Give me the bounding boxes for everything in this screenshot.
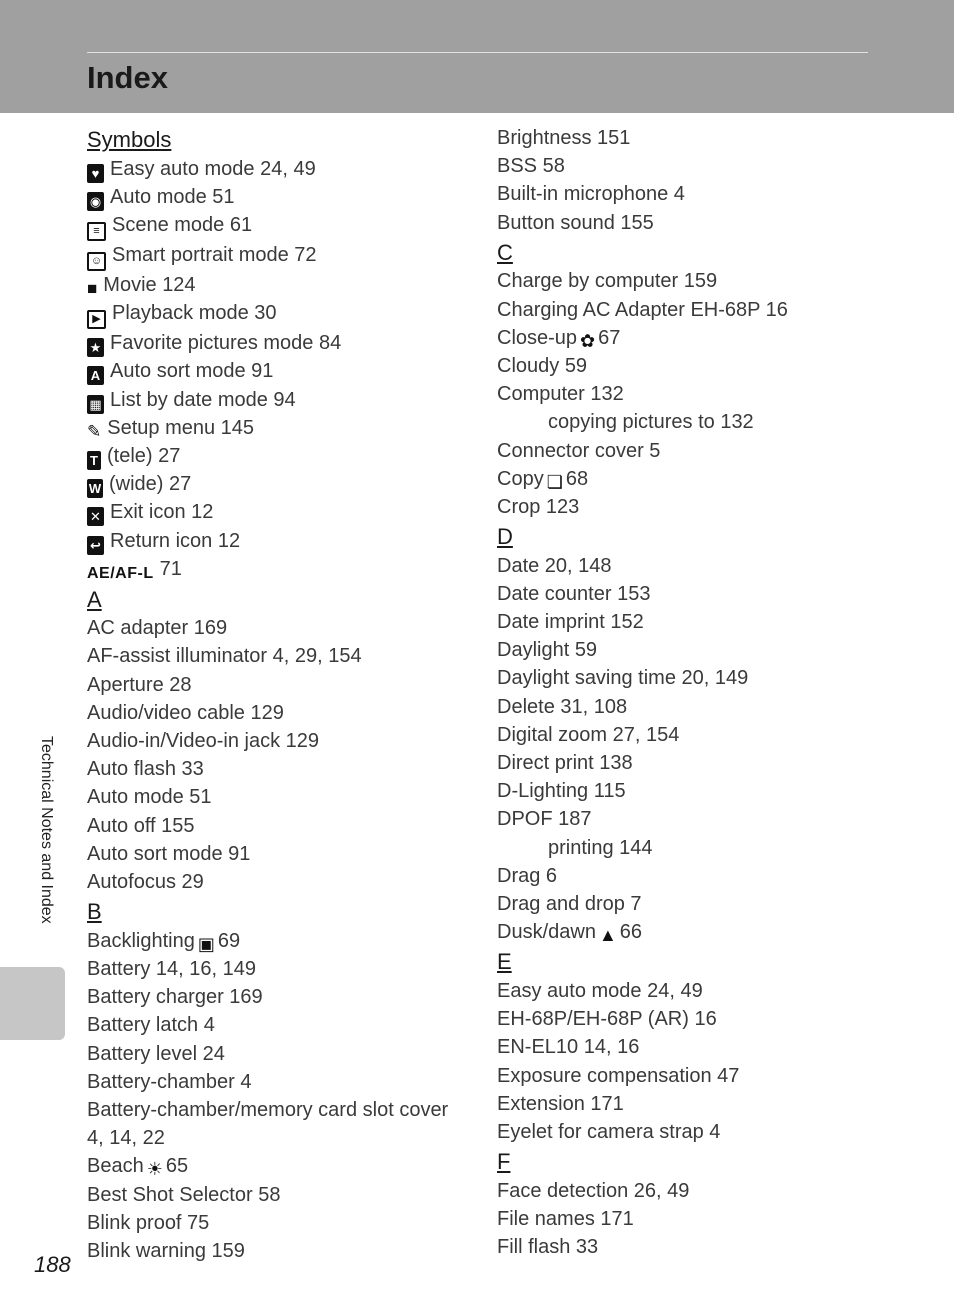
index-entry: ♥ Easy auto mode 24, 49: [87, 155, 472, 183]
index-entry-continuation: 4, 14, 22: [87, 1127, 165, 1150]
index-entry: Auto mode 51: [87, 786, 212, 809]
index-entry: AF-assist illuminator 4, 29, 154: [87, 645, 362, 668]
backlighting-icon: ▣: [197, 933, 215, 954]
index-entry: Battery-chamber 4: [87, 1070, 252, 1093]
index-entry: Best Shot Selector 58: [87, 1183, 281, 1206]
index-entry: Close-up ✿ 67: [497, 326, 621, 351]
section-heading-f: F: [497, 1149, 511, 1175]
index-entry: Beach ☀ 65: [87, 1155, 189, 1180]
index-entry: Battery-chamber/memory card slot cover: [87, 1098, 449, 1121]
scene-icon: ≡: [87, 222, 106, 241]
index-entry: Battery charger 169: [87, 986, 263, 1009]
index-entry: Aperture 28: [87, 673, 192, 696]
index-entry: ✎ Setup menu 145: [87, 416, 255, 441]
index-entry: Auto off 155: [87, 814, 195, 837]
index-entry: Battery latch 4: [87, 1014, 215, 1037]
index-entry: Exposure compensation 47: [497, 1064, 740, 1087]
index-entry: D-Lighting 115: [497, 780, 626, 803]
index-entry: Daylight saving time 20, 149: [497, 667, 749, 690]
movie-icon: ■: [87, 278, 98, 298]
page-number: 188: [34, 1252, 71, 1277]
index-entry: W (wide) 27: [88, 473, 192, 497]
ae-af-lock-icon: AE/AF-L: [87, 564, 154, 582]
index-entry: ◉ Auto mode 51: [87, 183, 472, 211]
index-entry: ✕ Exit icon 12: [87, 498, 472, 526]
exit-icon: ✕: [87, 507, 104, 526]
tele-icon: T: [87, 451, 101, 470]
index-entry: ☺ Smart portrait mode 72: [87, 241, 472, 271]
section-heading-c: C: [497, 239, 513, 265]
index-entry: Easy auto mode 24, 49: [497, 979, 703, 1002]
index-entry: Auto sort mode 91: [87, 842, 251, 865]
index-entry: A Auto sort mode 91: [87, 357, 472, 385]
index-entry: Drag 6: [497, 864, 558, 887]
index-entry: Face detection 26, 49: [497, 1179, 690, 1202]
index-entry: Auto flash 33: [87, 758, 204, 781]
index-entry: BSS 58: [497, 155, 565, 178]
index-entry: Fill flash 33: [497, 1236, 599, 1259]
playback-icon: ▶: [87, 310, 106, 329]
index-entry: Date 20, 148: [497, 554, 612, 577]
section-heading-a: A: [87, 586, 102, 612]
index-entry: Eyelet for camera strap 4: [497, 1121, 721, 1143]
wrench-icon: ✎: [87, 421, 102, 441]
index-entry: Date counter 153: [497, 582, 651, 605]
index-column-right: [497, 124, 907, 1261]
index-entry: ≡ Scene mode 61: [87, 211, 472, 241]
section-heading-b: B: [87, 899, 102, 925]
favorite-star-icon: ★: [87, 338, 104, 357]
index-entry: Charge by computer 159: [497, 270, 718, 293]
index-entry: Charging AC Adapter EH-68P 16: [497, 298, 788, 321]
index-entry: ■ Movie 124: [87, 273, 196, 298]
index-subentry: printing 144: [548, 836, 653, 859]
index-column-left: [87, 124, 472, 1265]
page-header: [0, 0, 954, 113]
index-subentry: copying pictures to 132: [548, 411, 754, 434]
index-entry: Battery level 24: [87, 1042, 225, 1065]
index-entry: Crop 123: [497, 495, 580, 518]
index-entry: Drag and drop 7: [497, 893, 642, 916]
index-entry: Audio-in/Video-in jack 129: [87, 730, 320, 753]
header-rule: [87, 52, 868, 53]
index-entry: Digital zoom 27, 154: [497, 723, 680, 746]
index-entry: Built-in microphone 4: [497, 183, 685, 206]
section-heading-symbols: Symbols: [87, 127, 172, 152]
side-section-label: Technical Notes and Index: [38, 736, 55, 924]
index-entry: Delete 31, 108: [497, 695, 628, 718]
index-entry: Blink warning 159: [87, 1240, 245, 1262]
index-entry: File names 171: [497, 1207, 634, 1230]
index-entry: ▶ Playback mode 30: [87, 299, 472, 329]
wide-icon: W: [88, 481, 102, 497]
return-icon: ↩: [87, 536, 104, 555]
section-heading-e: E: [497, 949, 512, 975]
index-entry: Daylight 59: [497, 639, 598, 662]
index-entry: T (tele) 27: [87, 442, 472, 470]
index-entry: Audio/video cable 129: [87, 701, 284, 724]
copy-icon: ❏: [546, 471, 563, 492]
index-entry: Backlighting ▣ 69: [87, 929, 241, 954]
index-entry: Cloudy 59: [497, 354, 588, 377]
list-by-date-icon: ▦: [87, 395, 104, 414]
index-entry: Dusk/dawn ▲ 66: [497, 921, 643, 946]
section-heading-d: D: [497, 524, 513, 550]
index-entry: Date imprint 152: [497, 611, 644, 634]
index-entry: Connector cover 5: [497, 439, 661, 462]
index-entry: Computer 132: [497, 383, 624, 406]
index-entry: Extension 171: [497, 1092, 624, 1115]
camera-icon: ◉: [87, 192, 104, 211]
index-entry: Direct print 138: [497, 752, 633, 775]
index-entry: Copy ❏ 68: [497, 467, 589, 492]
index-entry: ▦ List by date mode 94: [87, 386, 472, 414]
index-entry: Brightness 151: [497, 127, 631, 149]
index-entry: Autofocus 29: [87, 871, 204, 894]
index-entry: EN-EL10 14, 16: [497, 1036, 640, 1059]
smart-portrait-icon: ☺: [87, 252, 106, 271]
index-entry: AE/AF-L 71: [87, 557, 182, 582]
page-title: Index: [87, 60, 168, 95]
dusk-dawn-icon: ▲: [598, 925, 617, 946]
index-entry: ↩ Return icon 12: [87, 527, 472, 555]
index-entry: Battery 14, 16, 149: [87, 957, 257, 980]
auto-sort-icon: A: [87, 366, 104, 385]
index-entry: DPOF 187: [497, 808, 592, 831]
index-entry: EH-68P/EH-68P (AR) 16: [497, 1008, 717, 1031]
index-entry: Button sound 155: [497, 211, 654, 234]
easy-auto-icon: ♥: [87, 164, 104, 183]
index-entry: ★ Favorite pictures mode 84: [87, 329, 472, 357]
side-thumb-tab: [0, 967, 65, 1040]
beach-icon: ☀: [146, 1159, 163, 1180]
index-entry: AC adapter 169: [87, 617, 228, 640]
macro-flower-icon: ✿: [580, 330, 596, 351]
index-entry: Blink proof 75: [87, 1211, 210, 1234]
